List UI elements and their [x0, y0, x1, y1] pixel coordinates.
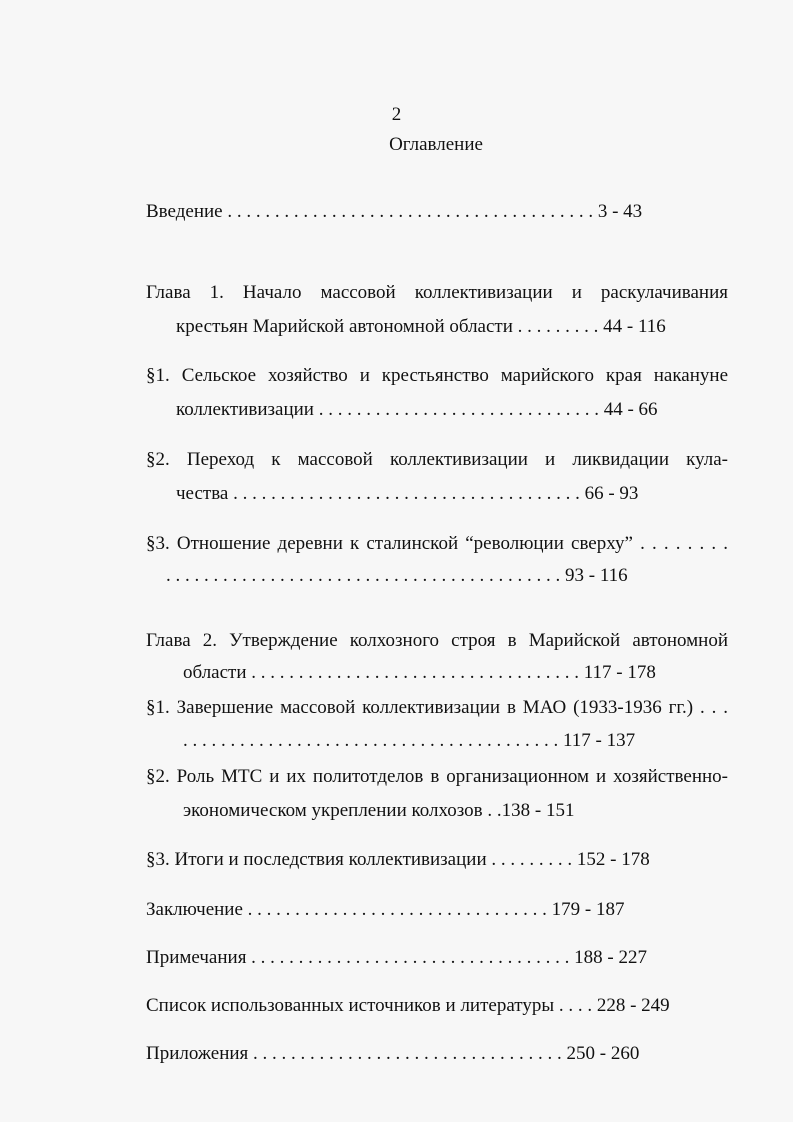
toc-entry-appendix: Приложения . . . . . . . . . . . . . . . . . . . . . . . . . . . . . . . . . 250 - 260	[146, 1043, 640, 1064]
toc-entry-conclusion: Заключение . . . . . . . . . . . . . . . . . . . . . . . . . . . . . . . . 179 - 187	[146, 899, 625, 920]
toc-entry-chapter-1: Глава 1. Начало массовой коллективизации и раскулачивания	[146, 282, 728, 303]
page-title: Оглавление	[389, 134, 483, 155]
toc-entry-ch1-sec1-cont: коллективизации . . . . . . . . . . . . . . . . . . . . . . . . . . . . . . 44 - 66	[176, 399, 658, 420]
toc-entry-ch2-sec1: §1. Завершение массовой коллективизации в МАО (1933-1936 гг.) . . .	[146, 697, 728, 718]
toc-entry-notes: Примечания . . . . . . . . . . . . . . . . . . . . . . . . . . . . . . . . . . 188 - 227	[146, 947, 648, 968]
toc-entry-chapter-2: Глава 2. Утверждение колхозного строя в Марийской автономной	[146, 630, 728, 651]
toc-entry-ch2-sec3: §3. Итоги и последствия коллективизации . . . . . . . . . 152 - 178	[146, 849, 650, 870]
toc-entry-sources: Список использованных источников и литературы . . . . 228 - 249	[146, 995, 670, 1016]
toc-entry-ch2-sec1-cont: . . . . . . . . . . . . . . . . . . . . . . . . . . . . . . . . . . . . . . . . 117 - 137	[183, 730, 636, 751]
toc-entry-ch1-sec3-cont: . . . . . . . . . . . . . . . . . . . . . . . . . . . . . . . . . . . . . . . . . . 93 - 116	[166, 565, 628, 586]
page-number: 2	[391, 104, 402, 125]
toc-entry-chapter-1-cont: крестьян Марийской автономной области . . . . . . . . . 44 - 116	[176, 316, 666, 337]
toc-entry-ch1-sec2-cont: чества . . . . . . . . . . . . . . . . . . . . . . . . . . . . . . . . . . . . . 66 - 93	[176, 483, 639, 504]
toc-entry-chapter-2-cont: области . . . . . . . . . . . . . . . . . . . . . . . . . . . . . . . . . . . 117 - 178	[183, 662, 656, 683]
toc-entry-ch1-sec3: §3. Отношение деревни к сталинской “революции сверху” . . . . . . . .	[146, 533, 728, 554]
toc-entry-ch2-sec2-cont: экономическом укреплении колхозов . .138 - 151	[183, 800, 575, 821]
toc-entry-ch2-sec2: §2. Роль МТС и их политотделов в организационном и хозяйственно-	[146, 766, 728, 787]
toc-entry-intro: Введение . . . . . . . . . . . . . . . . . . . . . . . . . . . . . . . . . . . . . . . 3 - 43	[146, 201, 643, 222]
toc-entry-ch1-sec2: §2. Переход к массовой коллективизации и ликвидации кула-	[146, 449, 728, 470]
toc-entry-ch1-sec1: §1. Сельское хозяйство и крестьянство марийского края накануне	[146, 365, 728, 386]
